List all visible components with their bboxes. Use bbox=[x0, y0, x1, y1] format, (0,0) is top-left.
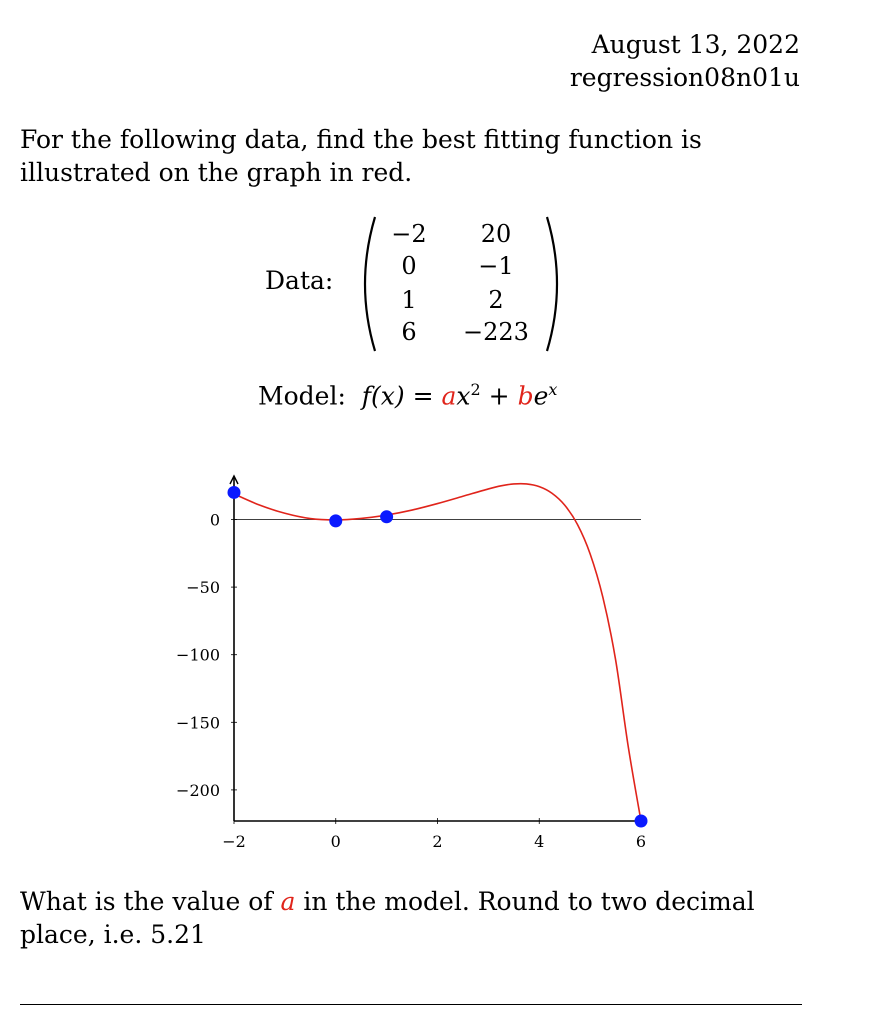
x-term: x bbox=[456, 381, 471, 411]
y-tick-label: −200 bbox=[176, 780, 220, 800]
data-cell: 2 bbox=[488, 286, 504, 314]
y-tick-label: −50 bbox=[186, 578, 220, 598]
intro-text: For the following data, find the best fitting function is illustrated on the graph in red. bbox=[20, 125, 702, 187]
fit-curve bbox=[234, 484, 641, 821]
data-cell: 0 bbox=[401, 252, 417, 280]
tick-group bbox=[176, 511, 646, 851]
data-points bbox=[228, 486, 648, 828]
e-exponent: x bbox=[548, 380, 558, 399]
model-lhs: f(x) = bbox=[361, 381, 434, 411]
question-after: in the model. Round to two decimal place, i.e. 5.21 bbox=[20, 887, 755, 949]
problem-code: regression08n01u bbox=[569, 63, 800, 92]
question-text bbox=[20, 885, 820, 951]
x-tick-label: 2 bbox=[432, 832, 443, 851]
data-cell: 6 bbox=[401, 318, 417, 346]
y-tick-label: −100 bbox=[176, 645, 220, 665]
data-point bbox=[228, 486, 241, 499]
x-tick-label: −2 bbox=[222, 832, 246, 851]
answer-line bbox=[20, 1004, 802, 1005]
data-point bbox=[635, 815, 648, 828]
param-a: a bbox=[441, 381, 457, 411]
data-cell: −223 bbox=[463, 318, 529, 346]
question-before: What is the value of bbox=[20, 887, 273, 916]
data-cell: −1 bbox=[478, 252, 514, 280]
x-tick-label: 6 bbox=[635, 832, 647, 851]
x-exponent: 2 bbox=[470, 380, 481, 399]
model-label: Model: bbox=[258, 381, 346, 411]
data-point bbox=[380, 510, 393, 523]
data-cell: −2 bbox=[391, 220, 427, 248]
x-tick-label: 4 bbox=[534, 832, 545, 851]
e-term: e bbox=[533, 381, 549, 411]
y-tick-label: −150 bbox=[176, 713, 220, 733]
data-cell: 1 bbox=[401, 286, 417, 314]
y-tick-label: 0 bbox=[209, 510, 220, 530]
plus-sign: + bbox=[488, 381, 510, 411]
data-point bbox=[329, 514, 342, 527]
date: August 13, 2022 bbox=[591, 30, 800, 59]
data-cell: 20 bbox=[480, 220, 512, 248]
param-b: b bbox=[517, 381, 534, 411]
question-var: a bbox=[280, 887, 296, 916]
data-label: Data: bbox=[265, 266, 334, 295]
x-tick-label: 0 bbox=[330, 832, 341, 851]
